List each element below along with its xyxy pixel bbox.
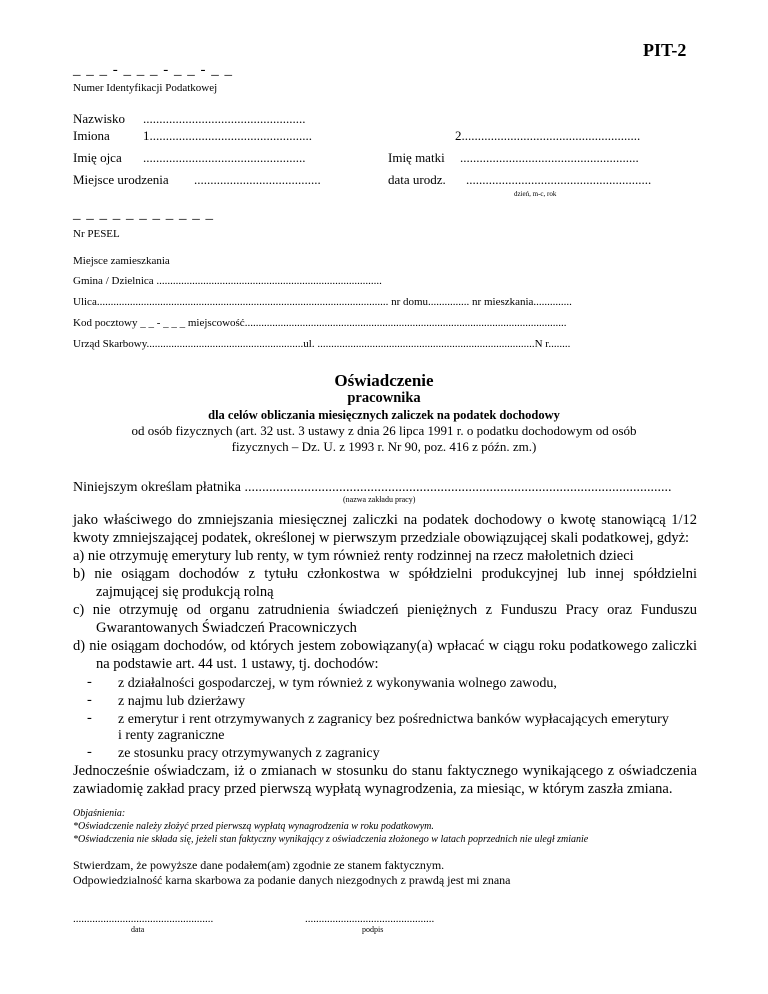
- nip-label: Numer Identyfikacji Podatkowej: [73, 82, 218, 94]
- attestation-line1: Stwierdzam, że powyższe dane podałem(am) zgodnie ze stanem faktycznym.: [73, 858, 445, 872]
- pesel-field[interactable]: _ _ _ _ _ _ _ _ _ _ _: [73, 206, 214, 222]
- change-notice-line2: zawiadomię zakład pracy przed pierwszą wypłatą wynagrodzenia, za miesiąc, w którym zaszła zmiana.: [73, 781, 673, 797]
- legal-basis-line1: od osób fizycznych (art. 32 ust. 3 ustawy z dnia 26 lipca 1991 r. o podatku dochodowym od osób: [131, 423, 637, 438]
- notes-heading: Objaśnienia:: [73, 808, 126, 819]
- condition-c-line1: c) nie otrzymuję od organu zatrudnienia świadczeń pieniężnych z Funduszu Pracy oraz Funduszu: [73, 602, 697, 618]
- names-label: Imiona: [73, 128, 110, 143]
- condition-d-line2: na podstawie art. 44 ust. 1 ustawy, tj. dochodów:: [96, 656, 379, 672]
- date-field[interactable]: ...................................................: [73, 913, 214, 925]
- document-subtitle: pracownika: [347, 390, 421, 406]
- first-name-field[interactable]: 1..................................................: [143, 128, 312, 143]
- income-item-foreign-pension-cont: i renty zagraniczne: [118, 728, 225, 743]
- birthdate-label: data urodz.: [388, 172, 446, 187]
- form-code: PIT-2: [643, 40, 687, 60]
- note-1: *Oświadczenie należy złożyć przed pierwszą wypłatą wynagrodzenia w roku podatkowym.: [73, 821, 434, 832]
- condition-b-line2: zajmującej się produkcją rolną: [96, 584, 274, 600]
- payer-hint: (nazwa zakładu pracy): [343, 495, 416, 504]
- income-item-foreign-pension: z emerytur i rent otrzymywanych z zagranicy bez pośrednictwa banków wypłacających emerytury: [118, 712, 669, 727]
- street-field[interactable]: Ulica.......................................................................................................... nr domu............... nr mieszkania..............: [73, 296, 572, 308]
- birthplace-label: Miejsce urodzenia: [73, 172, 169, 187]
- intro-line1: jako właściwego do zmniejszania miesięcznej zaliczki na podatek dochodowy o kwotę stanowiącą 1/12: [73, 512, 697, 528]
- list-dash: -: [87, 674, 92, 690]
- commune-field[interactable]: Gmina / Dzielnica ..................................................................................: [73, 275, 382, 287]
- birthdate-hint: dzień, m-c, rok: [514, 190, 557, 198]
- signature-field[interactable]: ...............................................: [305, 913, 435, 925]
- income-item-rent: z najmu lub dzierżawy: [118, 694, 246, 709]
- note-2: *Oświadczenia nie składa się, jeżeli stan faktyczny wynikający z oświadczenia złożonego w latach poprzednich nie uległ zmianie: [73, 834, 589, 845]
- intro-line2: kwoty zmniejszającej podatek, określonej w pierwszym przedziale obowiązującej skali podatkowej, gdyż:: [73, 530, 690, 546]
- condition-d-line1: d) nie osiągam dochodów, od których jestem zobowiązany(a) wpłacać w ciągu roku podatkowego zaliczki: [73, 638, 697, 654]
- father-name-field[interactable]: ..................................................: [143, 150, 306, 165]
- birthdate-field[interactable]: .........................................................: [466, 172, 652, 187]
- list-dash: -: [87, 692, 92, 708]
- condition-a: a) nie otrzymuję emerytury lub renty, w tym również renty rodzinnej na rzecz małoletnich dzieci: [73, 548, 634, 564]
- birthplace-field[interactable]: .......................................: [194, 172, 321, 187]
- nip-field[interactable]: _ _ _ - _ _ _ - _ _ - _ _: [73, 62, 233, 78]
- pesel-label: Nr PESEL: [73, 228, 120, 240]
- date-label: data: [131, 925, 145, 934]
- surname-field[interactable]: ..................................................: [143, 111, 306, 126]
- mother-name-field[interactable]: .......................................................: [460, 150, 639, 165]
- postal-code-field[interactable]: Kod pocztowy _ _ - _ _ _ miejscowość.....................................................................................................................: [73, 317, 567, 329]
- father-name-label: Imię ojca: [73, 150, 122, 165]
- signature-label: podpis: [362, 925, 384, 934]
- change-notice-line1: Jednocześnie oświadczam, iż o zmianach w stosunku do stanu faktycznego wynikającego z oświadczenia: [73, 763, 697, 779]
- income-item-foreign-employment: ze stosunku pracy otrzymywanych z zagranicy: [118, 746, 380, 761]
- mother-name-label: Imię matki: [388, 150, 445, 165]
- income-item-business: z działalności gospodarczej, w tym również z wykonywania wolnego zawodu,: [118, 676, 557, 691]
- list-dash: -: [87, 710, 92, 726]
- condition-b-line1: b) nie osiągam dochodów z tytułu członkostwa w spółdzielni produkcyjnej lub innej spółdzielni: [73, 566, 697, 582]
- surname-label: Nazwisko: [73, 111, 125, 126]
- document-purpose: dla celów obliczania miesięcznych zaliczek na podatek dochodowy: [208, 408, 560, 422]
- attestation-line2: Odpowiedzialność karna skarbowa za podanie danych niezgodnych z prawdą jest mi znana: [73, 873, 511, 887]
- condition-c-line2: Gwarantowanych Świadczeń Pracowniczych: [96, 620, 357, 636]
- address-heading: Miejsce zamieszkania: [73, 255, 170, 267]
- second-name-field[interactable]: 2.......................................................: [455, 128, 641, 143]
- legal-basis-line2: fizycznych – Dz. U. z 1993 r. Nr 90, poz. 416 z późn. zm.): [231, 439, 537, 454]
- document-title: Oświadczenie: [334, 371, 434, 390]
- list-dash: -: [87, 744, 92, 760]
- payer-field[interactable]: Niniejszym określam płatnika ..........................................................................................................................: [73, 480, 672, 495]
- tax-office-field[interactable]: Urząd Skarbowy.........................................................ul. ...............................................................................N r........: [73, 338, 571, 350]
